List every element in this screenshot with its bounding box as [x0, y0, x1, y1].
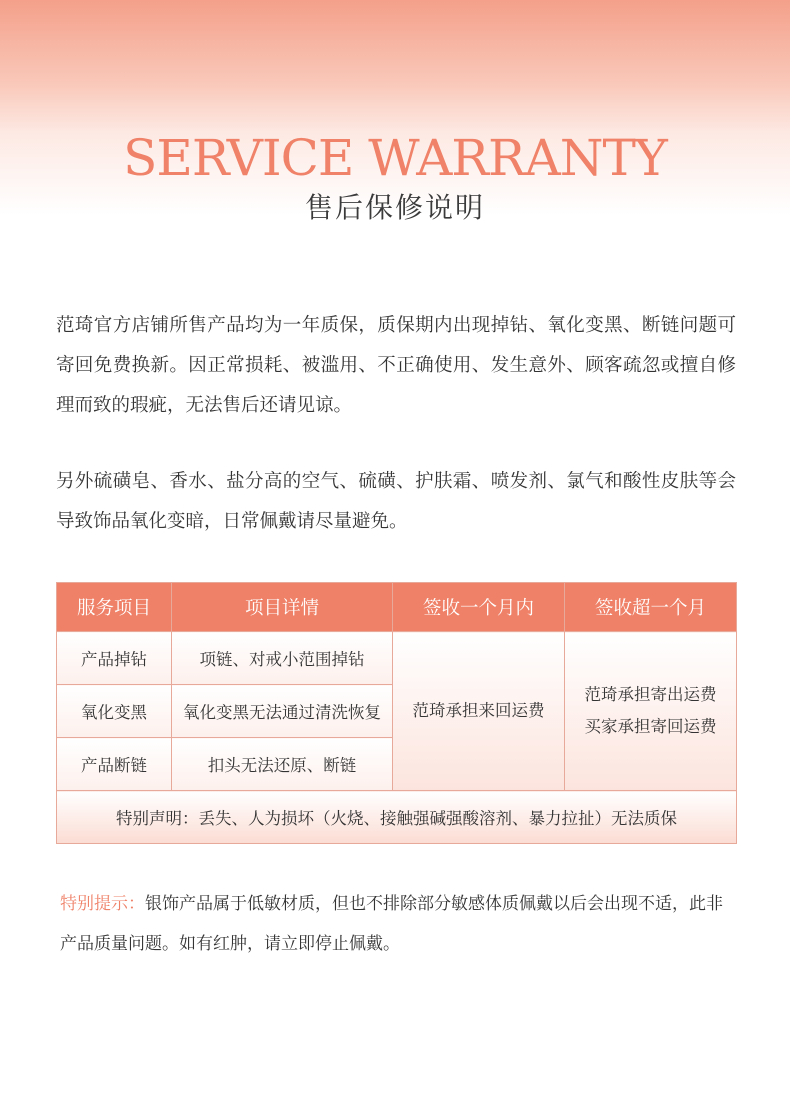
within-month-text: 范琦承担来回运费 — [412, 701, 545, 720]
table-footer-row — [57, 791, 737, 844]
special-statement: 特别声明：丢失、人为损坏（火烧、接触强碱强酸溶剂、暴力拉扯）无法质保 — [57, 791, 737, 844]
special-tip-text: 银饰产品属于低敏材质，但也不排除部分敏感体质佩戴以后会出现不适，此非产品质量问题。如有红肿，请立即停止佩戴。 — [60, 894, 723, 954]
special-tip-label: 特别提示： — [60, 894, 145, 914]
row-detail: 项链、对戒小范围掉钻 — [172, 632, 393, 685]
page-title-chinese: 售后保修说明 — [304, 191, 485, 224]
header-service-item: 服务项目 — [57, 583, 172, 632]
header-within-month: 签收一个月内 — [393, 583, 565, 632]
header-over-month: 签收超一个月 — [565, 583, 737, 632]
within-month-policy — [393, 632, 565, 791]
care-notice-paragraph: 另外硫磺皂、香水、盐分高的空气、硫磺、护肤霜、喷发剂、氯气和酸性皮肤等会导致饰品氧化变暗，日常佩戴请尽量避免。 — [56, 471, 736, 532]
warranty-table — [56, 582, 737, 844]
row-detail: 扣头无法还原、断链 — [172, 738, 393, 791]
header-item-detail: 项目详情 — [172, 583, 393, 632]
table-header-row — [57, 583, 737, 632]
warranty-intro-paragraph: 范琦官方店铺所售产品均为一年质保，质保期内出现掉钻、氧化变黑、断链问题可寄回免费换新。因正常损耗、被滥用、不正确使用、发生意外、顾客疏忽或擅自修理而致的瑕疵，无法售后还请见谅。 — [56, 315, 736, 416]
page-title-english: SERVICE WARRANTY — [123, 129, 667, 187]
table-row — [57, 632, 737, 685]
over-month-policy — [565, 632, 737, 791]
row-item: 产品掉钻 — [57, 632, 172, 685]
row-detail: 氧化变黑无法通过清洗恢复 — [172, 685, 393, 738]
special-tip — [60, 884, 736, 964]
over-month-line-1: 范琦承担寄出运费 — [584, 685, 717, 704]
row-item: 氧化变黑 — [57, 685, 172, 738]
over-month-line-2: 买家承担寄回运费 — [584, 717, 717, 736]
row-item: 产品断链 — [57, 738, 172, 791]
